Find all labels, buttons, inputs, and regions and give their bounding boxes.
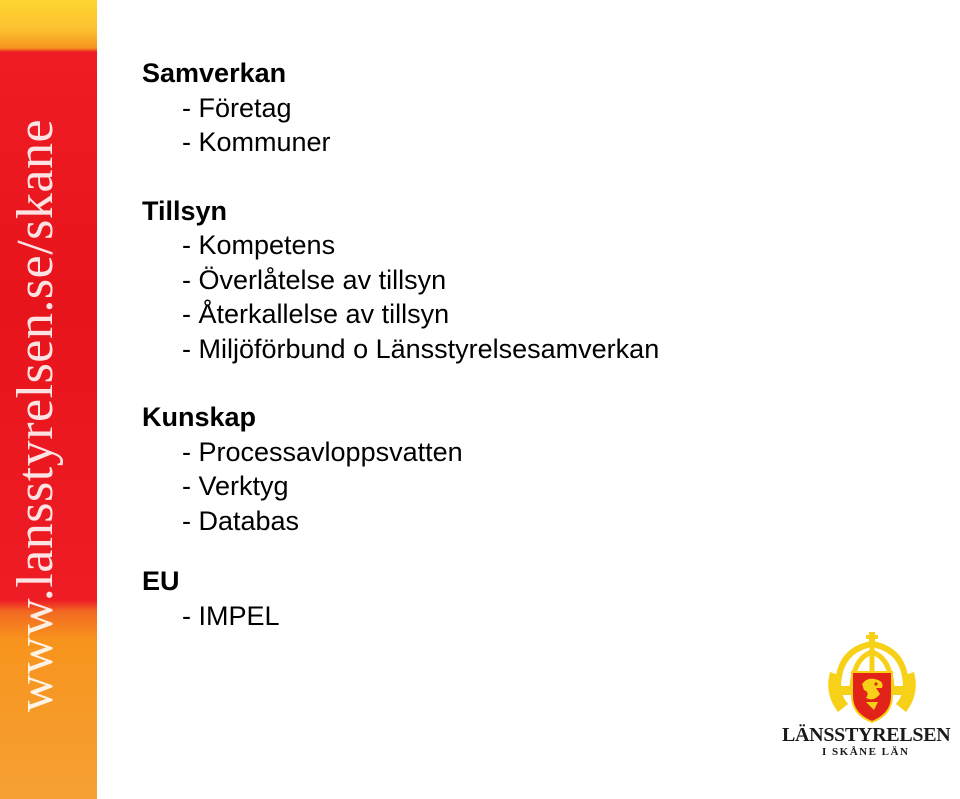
list-item: - Företag — [182, 92, 292, 123]
section-tillsyn — [142, 194, 762, 367]
lansstyrelsen-logo — [782, 632, 960, 772]
list-item: - Processavloppsvatten — [182, 436, 463, 467]
section-heading: Tillsyn — [142, 195, 228, 226]
section-heading: EU — [142, 566, 180, 596]
section-samverkan — [142, 56, 762, 160]
section-eu — [142, 564, 762, 633]
list-item: - Databas — [182, 505, 300, 536]
logo-name: LÄNSSTYRELSEN — [782, 724, 951, 746]
logo-subtitle: I SKÅNE LÄN — [822, 746, 910, 758]
list-item: - Verktyg — [182, 471, 289, 501]
list-item: - Återkallelse av tillsyn — [182, 299, 450, 329]
slide-content — [142, 56, 762, 633]
section-heading: Samverkan — [142, 58, 287, 88]
griffin-crown-emblem-icon — [824, 632, 920, 724]
section-heading: Kunskap — [142, 402, 257, 432]
section-kunskap — [142, 400, 762, 538]
list-item: - Miljöförbund o Länsstyrelsesamverkan — [182, 333, 660, 364]
list-item: - Kompetens — [182, 230, 336, 260]
list-item: - Överlåtelse av tillsyn — [182, 264, 447, 295]
sidebar-url-text: www.lansstyrelsen.se/skane — [7, 118, 64, 712]
list-item: - IMPEL — [182, 600, 280, 631]
sidebar-banner — [0, 0, 97, 799]
list-item: - Kommuner — [182, 127, 331, 157]
